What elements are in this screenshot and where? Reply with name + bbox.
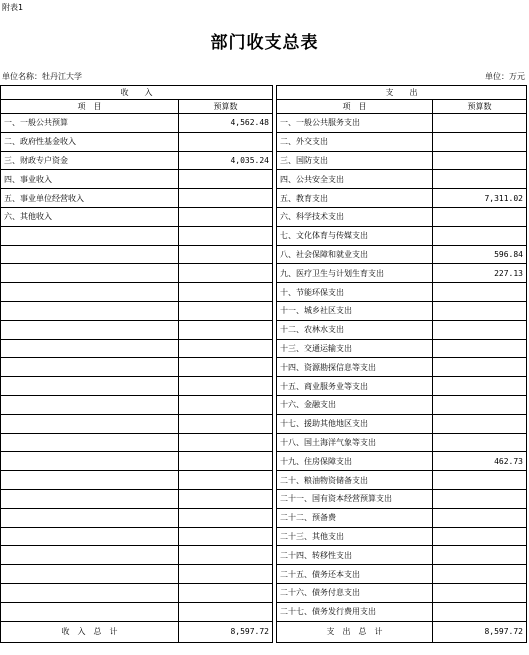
table-row	[1, 114, 527, 133]
expense-item-cell: 二十四、转移性支出	[277, 546, 433, 565]
table-row	[1, 583, 527, 602]
income-value-cell	[179, 489, 273, 508]
expense-item-cell: 九、医疗卫生与计划生育支出	[277, 264, 433, 283]
page-title: 部门收支总表	[210, 33, 319, 53]
income-item-cell	[1, 546, 179, 565]
expense-item-cell: 八、社会保障和就业支出	[277, 245, 433, 264]
income-value-cell	[179, 565, 273, 584]
expense-value-cell	[433, 471, 527, 490]
income-item-cell: 一、一般公共预算	[1, 114, 179, 133]
table-row	[1, 471, 527, 490]
expense-value-cell	[433, 489, 527, 508]
income-item-cell	[1, 320, 179, 339]
expense-item-cell: 五、教育支出	[277, 189, 433, 208]
table-row	[1, 358, 527, 377]
expense-item-cell: 十二、农林水支出	[277, 320, 433, 339]
table-row	[1, 414, 527, 433]
expense-value-cell	[433, 358, 527, 377]
expense-value-cell: 7,311.02	[433, 189, 527, 208]
income-value-cell	[179, 339, 273, 358]
expense-value-cell	[433, 583, 527, 602]
expense-value-cell	[433, 283, 527, 302]
income-value-cell	[179, 433, 273, 452]
income-value-cell: 4,035.24	[179, 151, 273, 170]
income-value-cell	[179, 245, 273, 264]
expense-item-cell: 七、文化体育与传媒支出	[277, 226, 433, 245]
income-value-cell	[179, 264, 273, 283]
expense-value-cell	[433, 226, 527, 245]
income-item-cell: 二、政府性基金收入	[1, 132, 179, 151]
table-row	[1, 339, 527, 358]
income-item-cell	[1, 301, 179, 320]
income-item-cell	[1, 602, 179, 621]
expense-value-cell	[433, 114, 527, 133]
expense-value-cell: 462.73	[433, 452, 527, 471]
table-row	[1, 132, 527, 151]
col-expense-budget: 预算数	[433, 100, 527, 114]
income-value-cell	[179, 358, 273, 377]
table-row	[1, 433, 527, 452]
income-item-cell	[1, 245, 179, 264]
expense-header: 支 出	[277, 86, 527, 100]
expense-item-cell: 十九、住房保障支出	[277, 452, 433, 471]
income-value-cell	[179, 527, 273, 546]
expense-value-cell	[433, 377, 527, 396]
expense-value-cell	[433, 546, 527, 565]
income-item-cell	[1, 452, 179, 471]
expense-item-cell: 二十一、国有资本经营预算支出	[277, 489, 433, 508]
table-row	[1, 565, 527, 584]
unit-currency: 单位：万元	[485, 72, 525, 81]
col-income-item: 项 目	[1, 100, 179, 114]
income-total-value: 8,597.72	[179, 621, 273, 642]
table-row	[1, 395, 527, 414]
expense-total-label: 支 出 总 计	[277, 621, 433, 642]
table-column-header	[1, 100, 527, 114]
expense-item-cell: 六、科学技术支出	[277, 207, 433, 226]
expense-value-cell	[433, 602, 527, 621]
expense-value-cell	[433, 320, 527, 339]
table-row	[1, 170, 527, 189]
income-item-cell	[1, 433, 179, 452]
expense-value-cell	[433, 151, 527, 170]
income-item-cell: 六、其他收入	[1, 207, 179, 226]
income-value-cell	[179, 189, 273, 208]
attachment-label: 附表1	[2, 3, 24, 12]
income-value-cell	[179, 226, 273, 245]
expense-item-cell: 二、外交支出	[277, 132, 433, 151]
income-item-cell: 三、财政专户资金	[1, 151, 179, 170]
table-row	[1, 151, 527, 170]
expense-item-cell: 二十五、债务还本支出	[277, 565, 433, 584]
table-row	[1, 546, 527, 565]
col-income-budget: 预算数	[179, 100, 273, 114]
expense-item-cell: 十六、金融支出	[277, 395, 433, 414]
income-value-cell	[179, 508, 273, 527]
income-value-cell	[179, 320, 273, 339]
income-item-cell	[1, 583, 179, 602]
table-row	[1, 527, 527, 546]
income-item-cell	[1, 508, 179, 527]
expense-item-cell: 十、节能环保支出	[277, 283, 433, 302]
income-value-cell	[179, 170, 273, 189]
expense-item-cell: 一、一般公共服务支出	[277, 114, 433, 133]
income-item-cell	[1, 489, 179, 508]
expense-item-cell: 二十、粮油物资储备支出	[277, 471, 433, 490]
expense-item-cell: 二十三、其他支出	[277, 527, 433, 546]
income-value-cell: 4,562.48	[179, 114, 273, 133]
income-item-cell: 五、事业单位经营收入	[1, 189, 179, 208]
expense-value-cell: 596.84	[433, 245, 527, 264]
expense-value-cell	[433, 395, 527, 414]
income-item-cell	[1, 339, 179, 358]
budget-table	[0, 85, 527, 643]
income-item-cell	[1, 377, 179, 396]
expense-item-cell: 十五、商业服务业等支出	[277, 377, 433, 396]
table-row	[1, 245, 527, 264]
table-row	[1, 189, 527, 208]
table-row	[1, 508, 527, 527]
expense-item-cell: 十一、城乡社区支出	[277, 301, 433, 320]
expense-item-cell: 二十七、债务发行费用支出	[277, 602, 433, 621]
income-total-label: 收 入 总 计	[1, 621, 179, 642]
expense-value-cell	[433, 170, 527, 189]
income-value-cell	[179, 283, 273, 302]
table-row	[1, 301, 527, 320]
income-item-cell	[1, 527, 179, 546]
expense-value-cell	[433, 339, 527, 358]
expense-item-cell: 十三、交通运输支出	[277, 339, 433, 358]
totals-row	[1, 621, 527, 642]
income-value-cell	[179, 132, 273, 151]
income-value-cell	[179, 546, 273, 565]
expense-value-cell	[433, 527, 527, 546]
expense-value-cell	[433, 433, 527, 452]
expense-item-cell: 二十六、债务付息支出	[277, 583, 433, 602]
expense-value-cell	[433, 132, 527, 151]
expense-total-value: 8,597.72	[433, 621, 527, 642]
expense-item-cell: 二十二、预备费	[277, 508, 433, 527]
unit-name: 单位名称：牡丹江大学	[2, 72, 82, 81]
expense-item-cell: 十八、国土海洋气象等支出	[277, 433, 433, 452]
table-row	[1, 226, 527, 245]
income-item-cell	[1, 358, 179, 377]
expense-value-cell	[433, 301, 527, 320]
income-value-cell	[179, 452, 273, 471]
income-item-cell: 四、事业收入	[1, 170, 179, 189]
income-item-cell	[1, 471, 179, 490]
income-item-cell	[1, 414, 179, 433]
expense-value-cell	[433, 508, 527, 527]
col-expense-item: 项 目	[277, 100, 433, 114]
income-value-cell	[179, 301, 273, 320]
table-row	[1, 489, 527, 508]
expense-value-cell: 227.13	[433, 264, 527, 283]
table-row	[1, 264, 527, 283]
income-value-cell	[179, 602, 273, 621]
table-row	[1, 320, 527, 339]
expense-item-cell: 四、公共安全支出	[277, 170, 433, 189]
table-row	[1, 377, 527, 396]
income-value-cell	[179, 414, 273, 433]
table-row	[1, 283, 527, 302]
table-row	[1, 207, 527, 226]
income-item-cell	[1, 226, 179, 245]
expense-item-cell: 十七、援助其他地区支出	[277, 414, 433, 433]
income-item-cell	[1, 264, 179, 283]
table-row	[1, 452, 527, 471]
expense-value-cell	[433, 414, 527, 433]
income-item-cell	[1, 283, 179, 302]
table-row	[1, 602, 527, 621]
income-value-cell	[179, 377, 273, 396]
income-value-cell	[179, 395, 273, 414]
income-value-cell	[179, 471, 273, 490]
expense-value-cell	[433, 207, 527, 226]
income-header: 收 入	[1, 86, 273, 100]
income-value-cell	[179, 583, 273, 602]
income-item-cell	[1, 395, 179, 414]
expense-item-cell: 十四、资源勘探信息等支出	[277, 358, 433, 377]
expense-value-cell	[433, 565, 527, 584]
income-value-cell	[179, 207, 273, 226]
expense-item-cell: 三、国防支出	[277, 151, 433, 170]
income-item-cell	[1, 565, 179, 584]
table-section-header	[1, 86, 527, 100]
